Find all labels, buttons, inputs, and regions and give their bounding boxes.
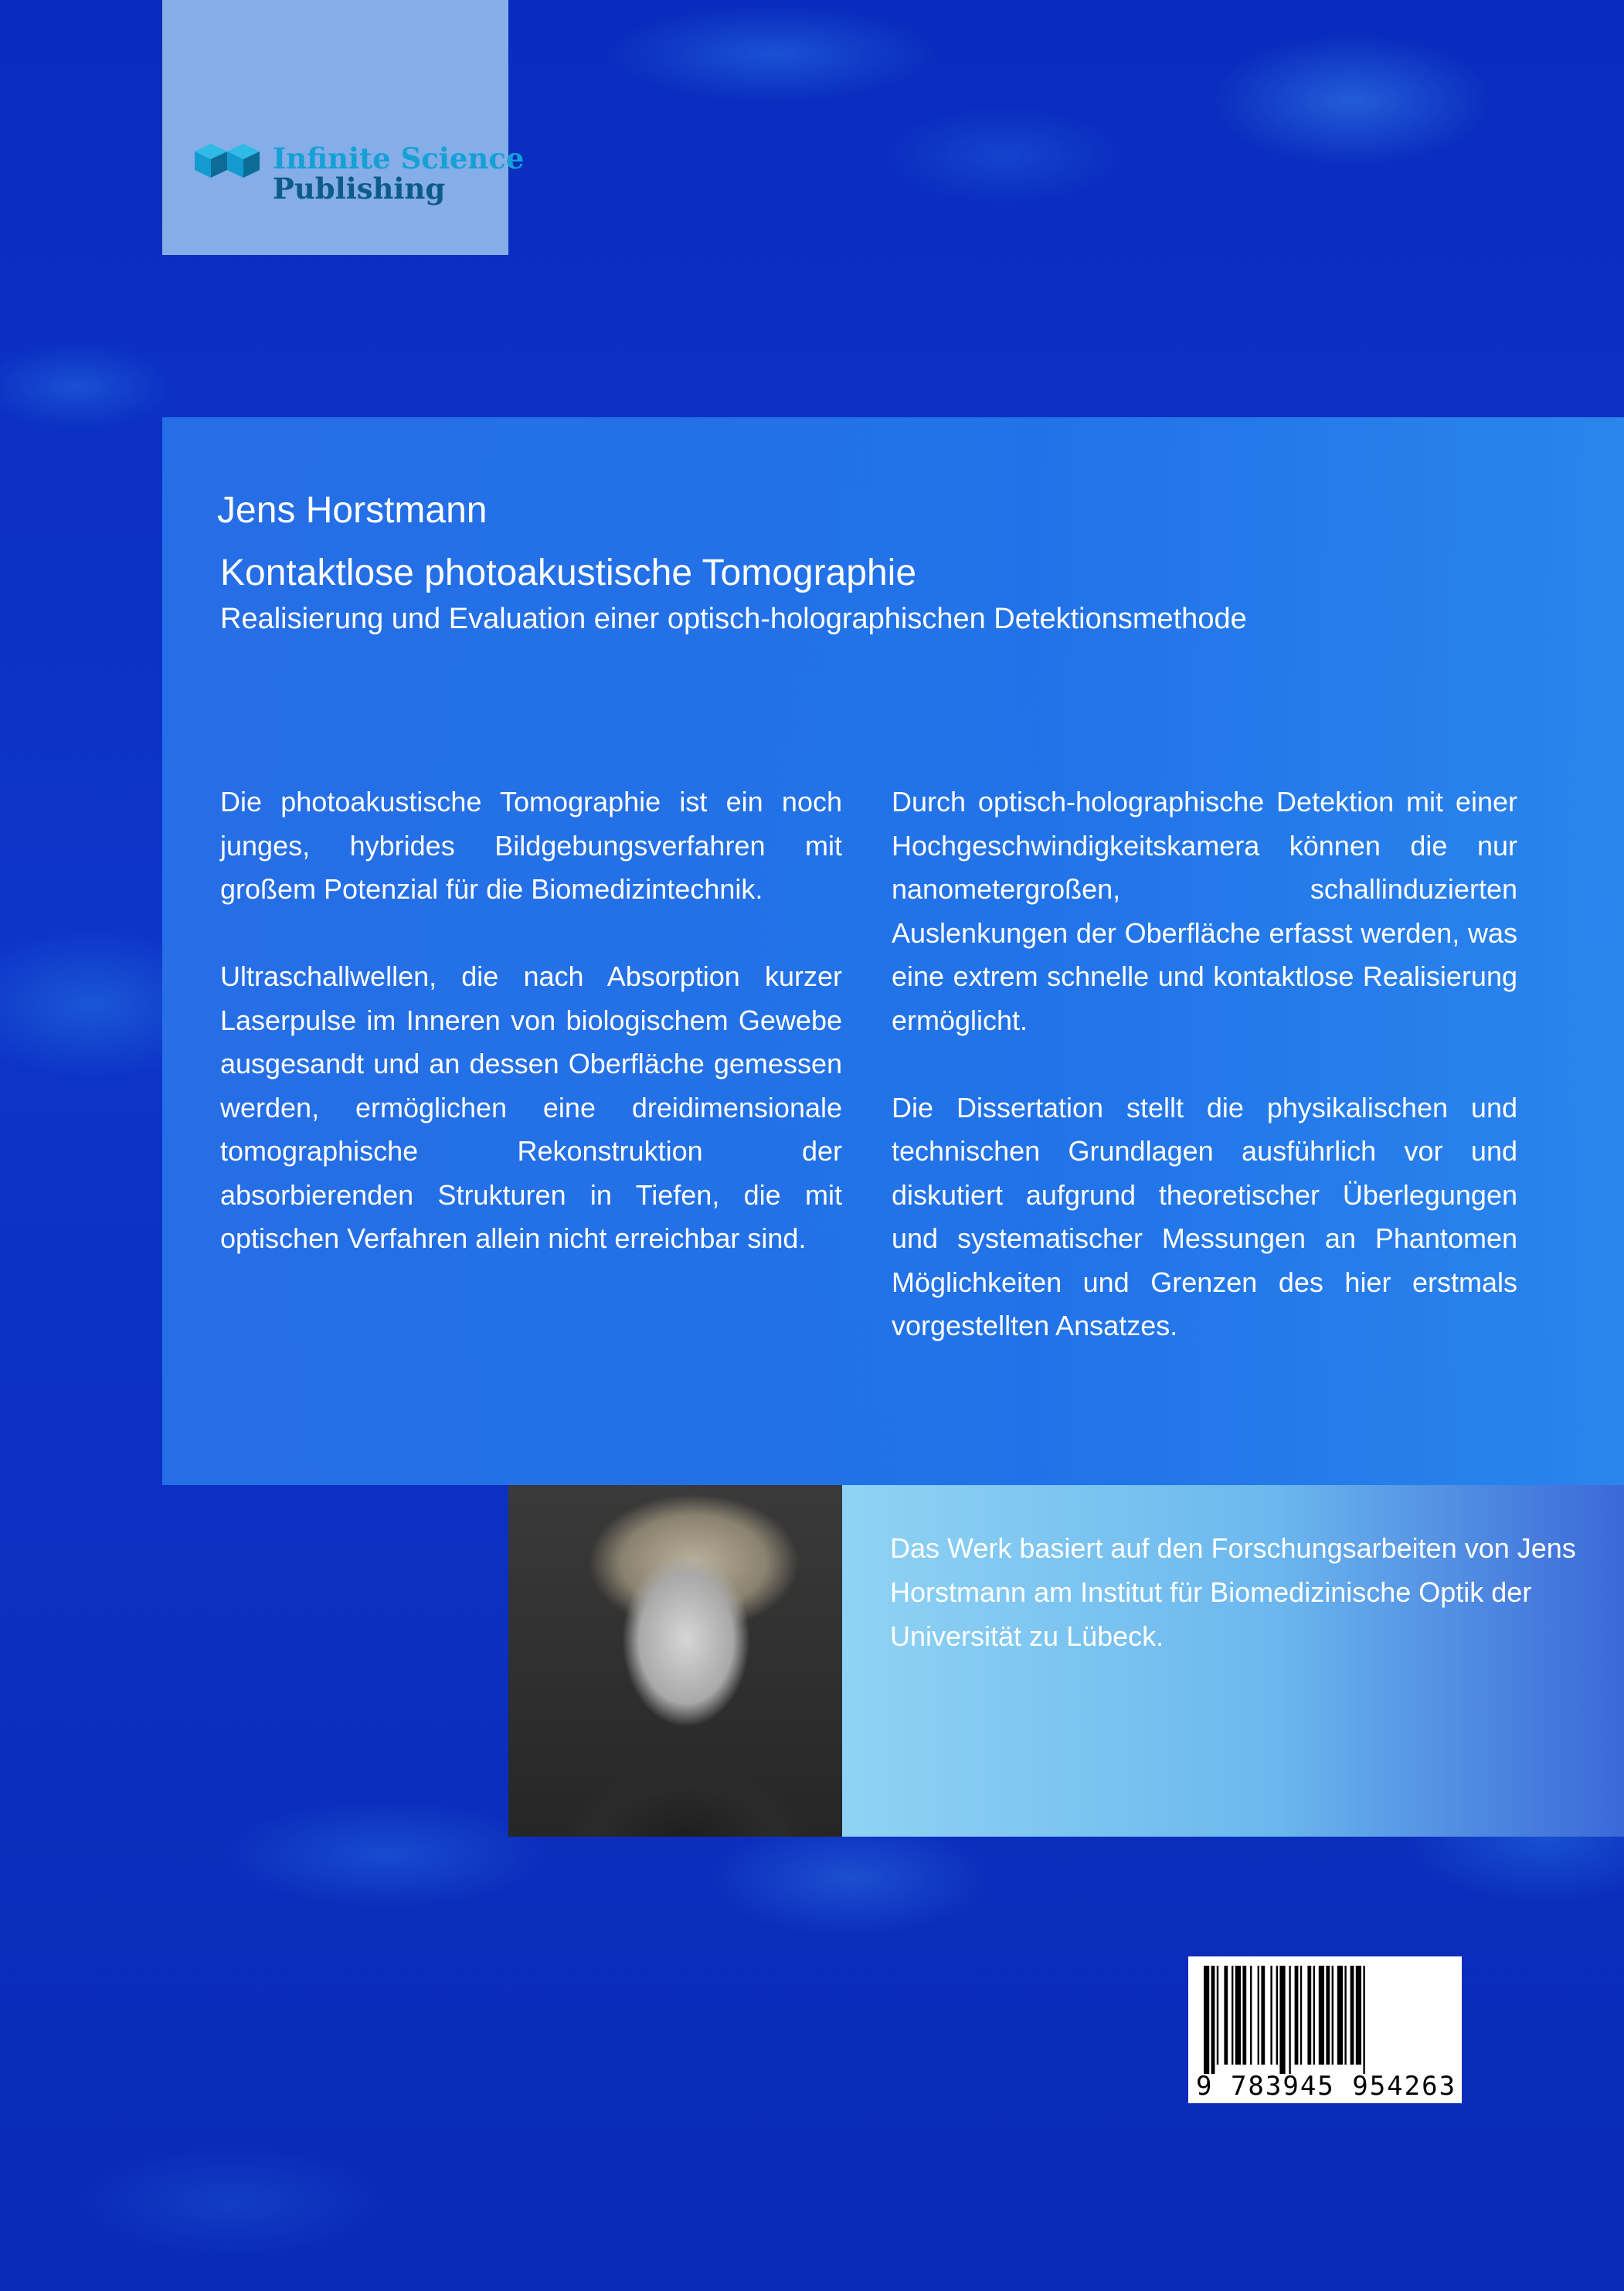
barcode-bar [1258, 1966, 1259, 2065]
barcode-bar [1235, 1966, 1241, 2065]
barcode-bar [1332, 1966, 1334, 2065]
author-name: Jens Horstmann [217, 490, 488, 531]
barcode-bar [1337, 1966, 1343, 2065]
barcode-bar [1232, 1966, 1233, 2065]
barcode-bar [1261, 1966, 1265, 2065]
barcode-bar [1326, 1966, 1330, 2065]
barcode-bar [1356, 1966, 1361, 2065]
book-title: Kontaktlose photoakustische Tomographie [220, 552, 917, 593]
book-subtitle: Realisierung und Evaluation einer optisch-holographischen Detektionsmethode [220, 603, 1247, 635]
author-photo [508, 1485, 842, 1837]
description-paragraph: Durch optisch-holographische Detektion mit einer Hochgeschwindigkeitskamera können die nur nanometergroßen, schallinduzierten Auslenkungen der Oberfläche erfasst werden, was eine extrem schnelle und kontaktlose Realisierung ermöglicht. [892, 786, 1517, 1036]
description-paragraph: Die photoakustische Tomographie ist ein noch junges, hybrides Bildgebungsverfahren mit großem Potenzial für die Biomedizintechnik. [220, 786, 842, 905]
barcode-bar [1344, 1966, 1346, 2065]
barcode-bar [1289, 1966, 1290, 2074]
description-paragraph: Ultraschallwellen, die nach Absorption kurzer Laserpulse im Inneren von biologischem Gewebe ausgesandt und an dessen Oberfläche gemessen werden, ermöglichen eine dreidimensionale tomographische Rekonstruktion der absorbierenden Strukturen in Tiefen, die mit optischen Verfahren allein nicht erreichbar sind. [220, 960, 842, 1254]
description-column-left [220, 780, 842, 1304]
barcode-bar [1363, 1966, 1364, 2074]
barcode-bar [1295, 1966, 1299, 2065]
barcode-bar [1242, 1966, 1246, 2065]
isbn-number: 9 783945 954263 [1196, 2071, 1457, 2102]
barcode-bar [1204, 1966, 1209, 2074]
barcode-bar [1217, 1966, 1218, 2065]
author-bio: Das Werk basiert auf den Forschungsarbeiten von Jens Horstmann am Institut für Biomedizinische Optik der Universität zu Lübeck. [890, 1532, 1576, 1652]
barcode-bar [1351, 1966, 1354, 2065]
publisher-name-line2: Publishing [273, 172, 446, 206]
barcode-bar [1313, 1966, 1315, 2065]
isbn-barcode [1188, 1956, 1462, 2103]
barcode-bar [1276, 1966, 1278, 2065]
description-paragraph: Die Dissertation stellt die physikalischen und technischen Grundlagen ausführlich vor und diskutiert aufgrund theoretischer Überlegungen und systematischer Messungen an Phantomen Möglichkeiten und Grenzen des hier erstmals vorgestellten Ansatzes. [892, 1091, 1517, 1341]
author-bio-panel [842, 1485, 1624, 1837]
barcode-bar [1224, 1966, 1228, 2065]
barcode-bar [1270, 1966, 1272, 2065]
publisher-logo [162, 0, 525, 255]
barcode-bar [1250, 1966, 1252, 2065]
publisher-name-line1: Infinite Science [273, 141, 525, 175]
barcode-bar [1300, 1966, 1302, 2065]
cube-logo-icon [195, 141, 260, 184]
description-column-right [892, 780, 1517, 1392]
barcode-bar [1319, 1966, 1324, 2065]
barcode-bar [1211, 1966, 1215, 2074]
barcode-bar [1307, 1966, 1311, 2065]
description-panel [162, 417, 1624, 1485]
barcode-bar [1279, 1966, 1285, 2074]
